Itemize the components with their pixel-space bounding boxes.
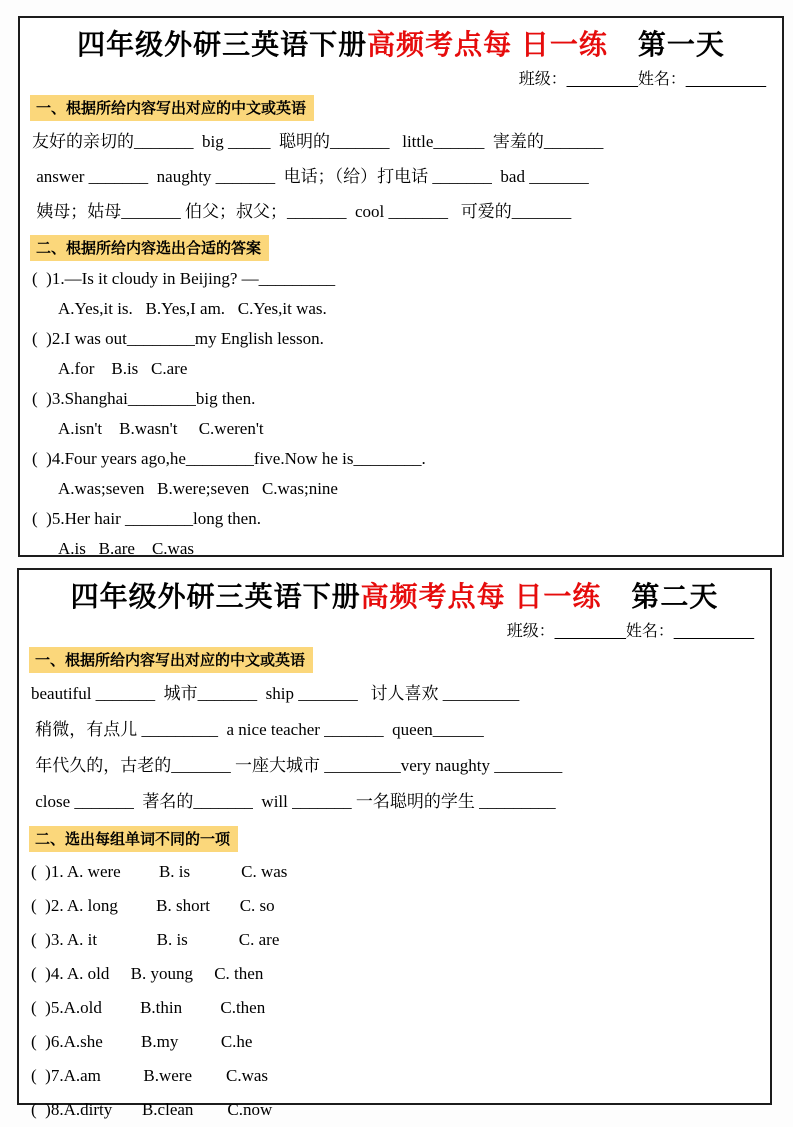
worksheet-page-day2 (17, 568, 772, 1119)
section1-heading: 一、根据所给内容写出对应的中文或英语 (30, 95, 314, 121)
class-name-line: 班级：________姓名：_________ (518, 71, 766, 88)
vocab-line: 稍微，有点儿 _________ a nice teacher _______ queen______ (31, 720, 484, 739)
question-line: ( )4. A. old B. young C. then (31, 964, 264, 983)
vocab-list (20, 124, 782, 229)
question-line: ( )8.A.dirty B.clean C.now (31, 1100, 273, 1119)
vocab-line: close _______ 著名的_______ will _______ 一名聪明的学生 _________ (31, 792, 556, 811)
class-name-line: 班级：________姓名：_________ (506, 623, 754, 640)
title-text-black: 四年级外研三英语下册 (70, 581, 361, 612)
title-text-red: 高频考点每 日一练 (367, 29, 608, 60)
multiple-choice-list (20, 264, 782, 564)
vocab-line: 姨母；姑母_______ 伯父；叔父；_______ cool _______ 可爱的_______ (32, 202, 572, 221)
title-text-black: 四年级外研三英语下册 (77, 29, 368, 60)
question-line: ( )4.Four years ago,he________five.Now he is________. (32, 449, 426, 468)
vocab-list (19, 676, 770, 820)
options-line: A.Yes,it is. B.Yes,I am. C.Yes,it was. (58, 299, 327, 318)
question-line: ( )5.A.old B.thin C.then (31, 998, 266, 1017)
options-line: A.was;seven B.were;seven C.was;nine (58, 479, 338, 498)
question-line: ( )5.Her hair ________long then. (32, 509, 261, 528)
title-day-label: 第一天 (637, 29, 725, 60)
question-line: ( )6.A.she B.my C.he (31, 1032, 253, 1051)
question-line: ( )7.A.am B.were C.was (31, 1066, 269, 1085)
options-line: A.isn't B.wasn't C.weren't (58, 419, 264, 438)
vocab-line: beautiful _______ 城市_______ ship _______ 讨人喜欢 _________ (31, 684, 520, 703)
multiple-choice-list (19, 855, 770, 1127)
question-line: ( )2.I was out________my English lesson. (32, 329, 324, 348)
question-line: ( )3.Shanghai________big then. (32, 389, 256, 408)
options-line: A.for B.is C.are (58, 359, 188, 378)
page-title (20, 23, 782, 63)
title-text-red: 高频考点每 日一练 (360, 581, 602, 612)
title-day-label: 第二天 (631, 581, 719, 612)
section2-heading: 二、根据所给内容选出合适的答案 (30, 235, 269, 261)
options-line: A.is B.are C.was (58, 539, 194, 558)
worksheet-page-day1 (18, 16, 784, 557)
question-line: ( )3. A. it B. is C. are (31, 930, 280, 949)
page-title (19, 575, 770, 615)
vocab-line: answer _______ naughty _______ 电话；（给）打电话 _______ bad _______ (32, 167, 589, 186)
question-line: ( )1.—Is it cloudy in Beijing? —_________ (32, 269, 336, 288)
question-line: ( )1. A. were B. is C. was (31, 862, 288, 881)
section1-heading: 一、根据所给内容写出对应的中文或英语 (29, 647, 313, 673)
vocab-line: 友好的亲切的_______ big _____ 聪明的_______ little______ 害羞的_______ (32, 132, 604, 151)
question-line: ( )2. A. long B. short C. so (31, 896, 275, 915)
section2-heading: 二、选出每组单词不同的一项 (29, 826, 238, 852)
vocab-line: 年代久的，古老的_______ 一座大城市 _________very naughty ________ (31, 756, 563, 775)
